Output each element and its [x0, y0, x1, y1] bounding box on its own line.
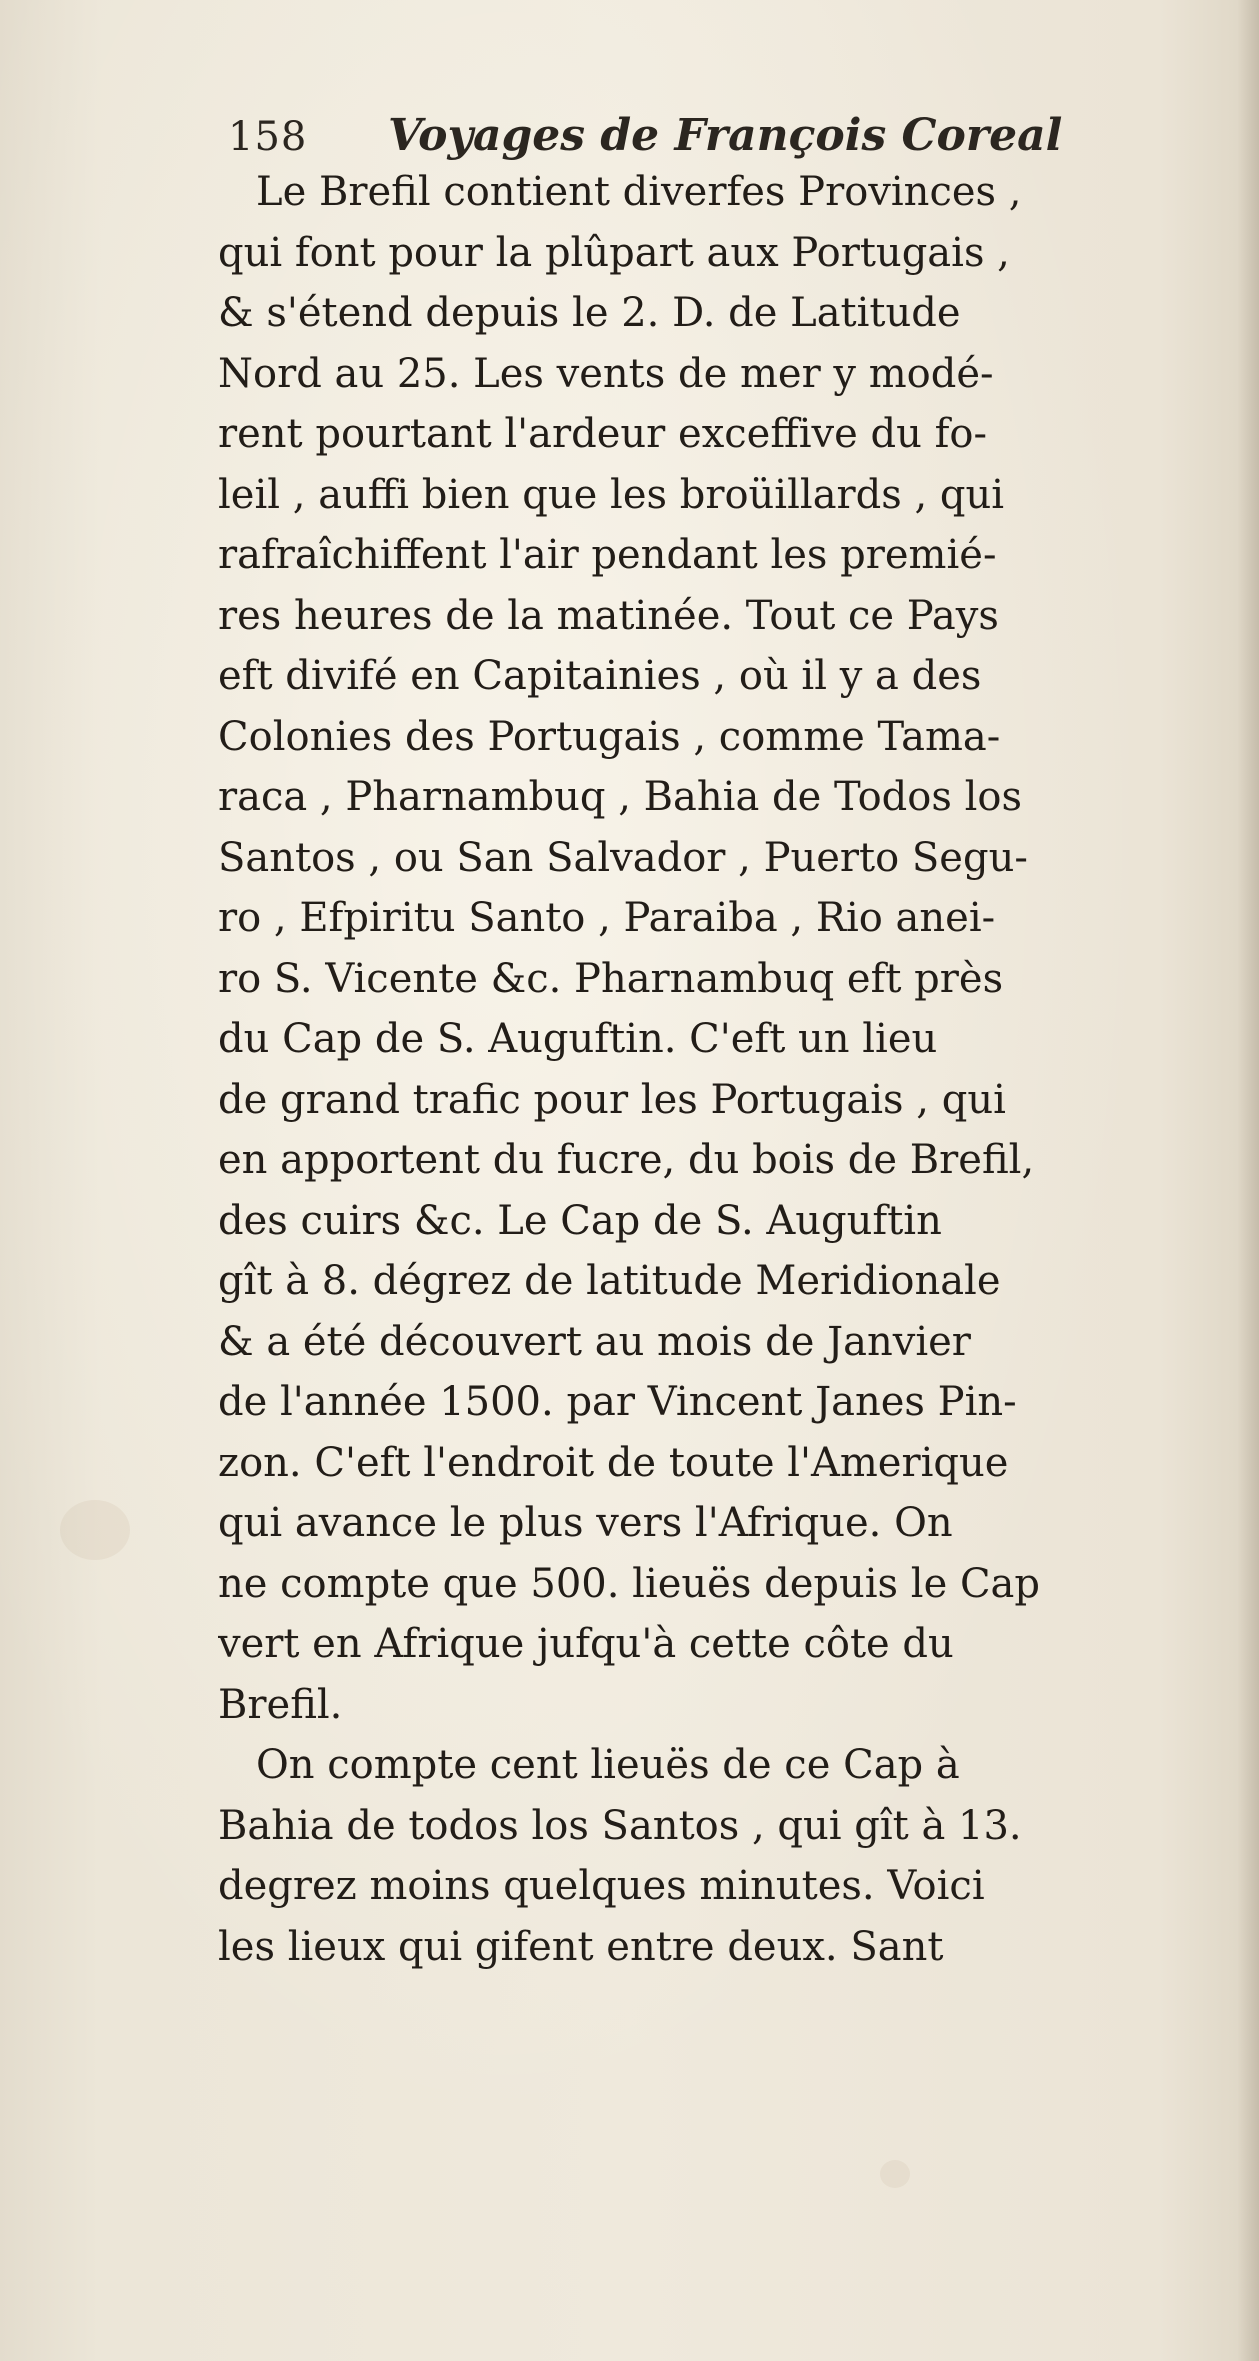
text-line: qui avance le plus vers l'Afrique. On: [218, 1500, 953, 1546]
paper-stain: [60, 1500, 130, 1560]
text-line: en apportent du fucre, du bois de Brefil,: [218, 1137, 1035, 1183]
text-line: Brefil.: [218, 1681, 343, 1728]
text-line: eft divifé en Capitainies , où il y a des: [218, 653, 982, 699]
running-title: Voyages de François Coreal: [388, 110, 1063, 161]
text-line: Nord au 25. Les vents de mer y modé-: [218, 350, 994, 397]
text-line: degrez moins quelques minutes. Voici: [218, 1863, 985, 1909]
text-line: res heures de la matinée. Tout ce Pays: [218, 592, 999, 639]
text-line: ro , Efpiritu Santo , Paraiba , Rio anei-: [218, 895, 996, 941]
text-line: On compte cent lieuës de ce Cap à: [256, 1742, 960, 1788]
text-line: Bahia de todos los Santos , qui gît à 13.: [218, 1802, 1022, 1849]
text-line: les lieux qui gifent entre deux. Sant: [218, 1923, 944, 1970]
text-line: ne compte que 500. lieuës depuis le Cap: [218, 1560, 1041, 1607]
text-line: & a été découvert au mois de Janvier: [218, 1318, 971, 1365]
text-line: du Cap de S. Auguftin. C'eft un lieu: [218, 1016, 938, 1062]
text-line: Colonies des Portugais , comme Tama-: [218, 713, 1001, 760]
body-text: [218, 162, 1178, 1977]
text-line: zon. C'eft l'endroit de toute l'Amerique: [218, 1439, 1009, 1486]
text-line: vert en Afrique jufqu'à cette côte du: [218, 1621, 954, 1667]
page-edge-shadow: [1237, 0, 1259, 2361]
text-line: rent pourtant l'ardeur exceffive du fo-: [218, 411, 988, 457]
text-line: de l'année 1500. par Vincent Janes Pin-: [218, 1379, 1017, 1425]
text-line: ro S. Vicente &c. Pharnambuq eft près: [218, 955, 1004, 1002]
text-line: & s'étend depuis le 2. D. de Latitude: [218, 290, 961, 336]
page-number: 158: [228, 114, 308, 160]
text-line: leil , auffi bien que les broüillards , qui: [218, 471, 1005, 518]
text-line: qui font pour la plûpart aux Portugais ,: [218, 229, 1010, 276]
paper-stain: [880, 2160, 910, 2188]
text-line: Le Brefil contient diverfes Provinces ,: [256, 169, 1022, 215]
text-line: gît à 8. dégrez de latitude Meridionale: [218, 1258, 1001, 1304]
text-line: rafraîchiffent l'air pendant les premié-: [218, 532, 997, 578]
text-line: raca , Pharnambuq , Bahia de Todos los: [218, 774, 1023, 820]
text-line: de grand trafic pour les Portugais , qui: [218, 1076, 1006, 1123]
text-line: des cuirs &c. Le Cap de S. Auguftin: [218, 1197, 942, 1244]
text-line: Santos , ou San Salvador , Puerto Segu-: [218, 834, 1028, 881]
